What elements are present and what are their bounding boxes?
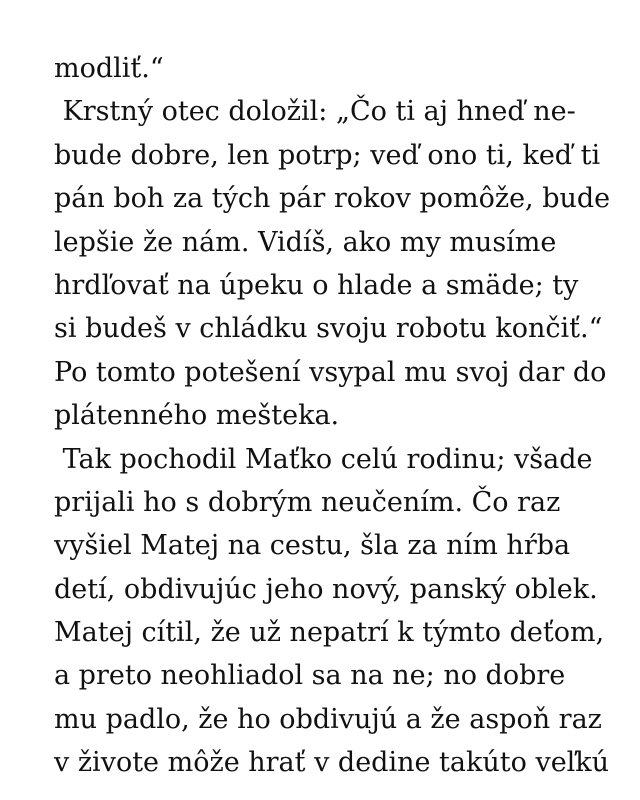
text-line: detí, obdivujúc jeho nový, panský oblek. — [54, 573, 598, 605]
text-line: plátenného mešteka. — [54, 400, 340, 432]
text-line: Po tomto potešení vsypal mu svoj dar do — [54, 356, 607, 388]
text-line: Matej cítil, že už nepatrí k týmto deťom, — [54, 617, 605, 649]
text-line: mu padlo, že ho obdivujú a že aspoň raz — [54, 703, 602, 735]
text-line: a preto neohliadol sa na ne; no dobre — [54, 660, 566, 692]
text-line: lepšie že nám. Vidíš, ako my musíme — [54, 226, 557, 258]
text-line: Krstný otec doložil: „Čo ti aj hneď ne- — [54, 96, 576, 128]
text-line: hrdľovať na úpeku o hlade a smäde; ty — [54, 269, 579, 301]
text-line: pán boh za tých pár rokov pomôže, bude — [54, 183, 611, 215]
text-line: prijali ho s dobrým neučením. Čo raz — [54, 486, 561, 518]
page-text — [54, 47, 614, 785]
text-line: bude dobre, len potrp; veď ono ti, keď ti — [54, 139, 601, 171]
text-line: modliť.“ — [54, 53, 164, 84]
text-line: vyšiel Matej na cestu, šla za ním hŕba — [54, 530, 571, 562]
text-line: si budeš v chládku svoju robotu končiť.“ — [54, 313, 603, 345]
text-line: v živote môže hrať v dedine takúto veľkú — [54, 747, 610, 779]
text-line: Tak pochodil Maťko celú rodinu; všade — [54, 443, 593, 475]
